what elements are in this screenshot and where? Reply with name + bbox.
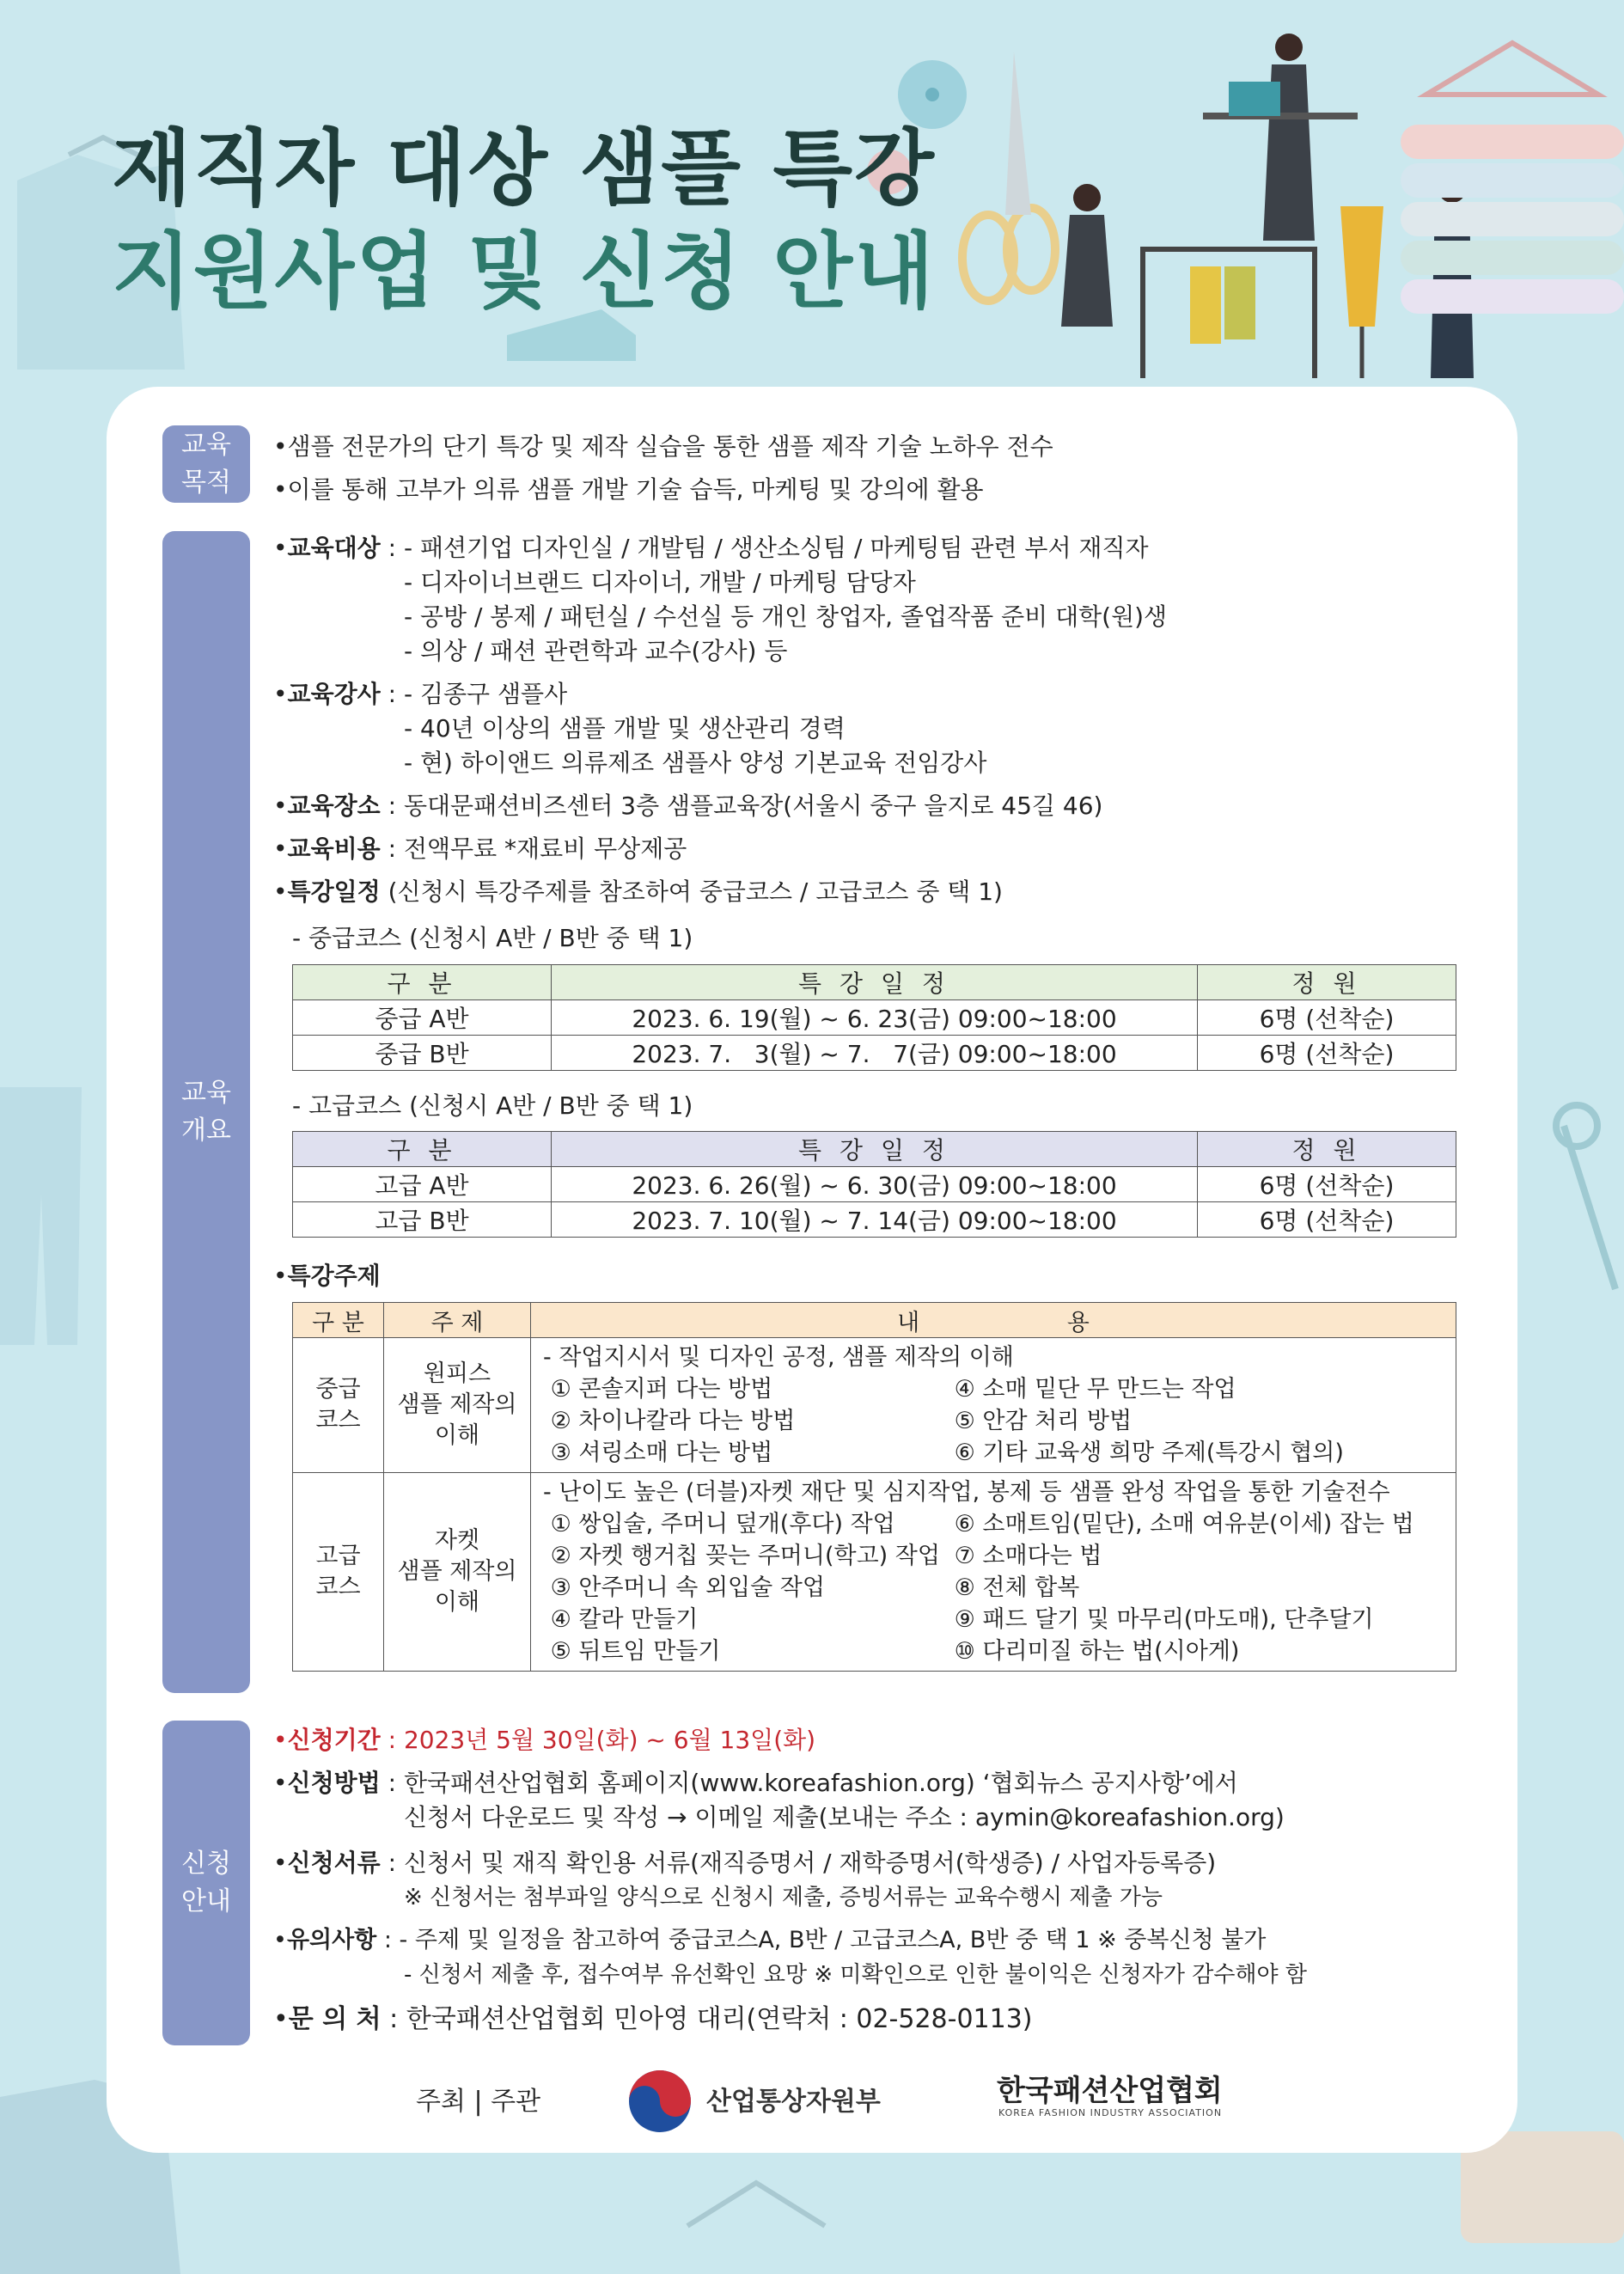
schedule-line: •특강일정 (신청시 특강주제를 참조하여 중급코스 / 고급코스 중 택 1) (273, 877, 1003, 906)
adv-course-title: - 고급코스 (신청시 A반 / B반 중 택 1) (292, 1091, 693, 1120)
table-row: 고급 코스 자켓 샘플 제작의 이해 - 난이도 높은 (더블)자켓 재단 및 심지작업, 봉제 등 샘플 완성 작업을 통한 기술전수 ① 쌍입술, 주머니 덮개(후다) 작업 ⑥ 소매트임(밑단), 소매 여유분(이세) 잡는 법 ② 자켓 행거칩 꽂는 주머니(학고) 작업 ⑦ 소매다는 법 ③ 안주머니 속 외입술 작업 ⑧ 전체 합복 ④ 칼라 만들기 ⑨ 패드 달기 및 마무리(마도매), 단추달기 ⑤ 뒤트임 만들기 ⑩ 다리미질 하는 법(시아게) (293, 1473, 1456, 1672)
table-header: 구 분 (293, 1303, 384, 1338)
topic-table (292, 1302, 1456, 1672)
host-label: 주최 | 주관 (416, 2087, 541, 2117)
table-row: 중급 B반 2023. 7. 3(월) ~ 7. 7(금) 09:00~18:00 6명 (선착순) (293, 1036, 1456, 1071)
contact-line: •문 의 처 : 한국패션산업협회 민아영 대리(연락처 : 02-528-0113) (273, 2004, 1033, 2034)
title-line-2: 지원사업 및 신청 안내 (112, 223, 936, 320)
target-line: - 공방 / 봉제 / 패턴실 / 수선실 등 개인 창업자, 졸업작품 준비 대학(원)생 (404, 602, 1168, 631)
method-line: 신청서 다운로드 및 작성 → 이메일 제출(보내는 주소 : aymin@koreafashion.org) (404, 1803, 1285, 1831)
table-header: 정 원 (1198, 1132, 1456, 1167)
target-line: - 디자이너브랜드 디자이너, 개발 / 마케팅 담당자 (404, 568, 916, 596)
docs-line: ※ 신청서는 첨부파일 양식으로 신청시 제출, 증빙서류는 교육수행시 제출 가능 (404, 1885, 1163, 1910)
overview-label: 교육 개요 (162, 531, 250, 1693)
ministry-name: 산업통상자원부 (706, 2087, 881, 2117)
table-header: 특 강 일 정 (552, 965, 1198, 1000)
docs-line: •신청서류 : 신청서 및 재직 확인용 서류(재직증명서 / 재학증명서(학생증) / 사업자등록증) (273, 1849, 1217, 1877)
venue-line: •교육장소 : 동대문패션비즈센터 3층 샘플교육장(서울시 중구 을지로 45길 46) (273, 792, 1103, 820)
table-header: 구 분 (293, 965, 552, 1000)
association-english-name: KOREA FASHION INDUSTRY ASSOCIATION (998, 2107, 1223, 2118)
table-row: 고급 A반 2023. 6. 26(월) ~ 6. 30(금) 09:00~18:00 6명 (선착순) (293, 1167, 1456, 1202)
instructor-line: - 40년 이상의 샘플 개발 및 생산관리 경력 (404, 714, 846, 743)
table-row: 중급 A반 2023. 6. 19(월) ~ 6. 23(금) 09:00~18:00 6명 (선착순) (293, 1000, 1456, 1036)
table-header: 정 원 (1198, 965, 1456, 1000)
adv-schedule-table (292, 1131, 1456, 1238)
mid-schedule-table (292, 964, 1456, 1071)
table-header: 구 분 (293, 1132, 552, 1167)
purpose-item: •샘플 전문가의 단기 특강 및 제작 실습을 통한 샘플 제작 기술 노하우 전수 (273, 432, 1053, 461)
application-label: 신청 안내 (162, 1721, 250, 2045)
ministry-logo-icon (626, 2067, 694, 2136)
method-line: •신청방법 : 한국패션산업협회 홈페이지(www.koreafashion.org) ‘협회뉴스 공지사항’에서 (273, 1769, 1238, 1797)
table-row: 고급 B반 2023. 7. 10(월) ~ 7. 14(금) 09:00~18:00 6명 (선착순) (293, 1202, 1456, 1238)
notes-line: •유의사항 : - 주제 및 일정을 참고하여 중급코스A, B반 / 고급코스A, B반 중 택 1 ※ 중복신청 불가 (273, 1927, 1267, 1953)
period-line: •신청기간 : 2023년 5월 30일(화) ~ 6월 13일(화) (273, 1726, 816, 1754)
topic-label: •특강주제 (273, 1262, 381, 1290)
association-name: 한국패션산업협회 (997, 2074, 1223, 2108)
table-header: 특 강 일 정 (552, 1132, 1198, 1167)
purpose-item: •이를 통해 고부가 의류 샘플 개발 기술 습득, 마케팅 및 강의에 활용 (273, 475, 984, 504)
target-line: •교육대상 : - 패션기업 디자인실 / 개발팀 / 생산소싱팀 / 마케팅팀 관련 부서 재직자 (273, 534, 1149, 562)
cost-line: •교육비용 : 전액무료 *재료비 무상제공 (273, 834, 687, 863)
mid-course-title: - 중급코스 (신청시 A반 / B반 중 택 1) (292, 924, 693, 952)
target-line: - 의상 / 패션 관련학과 교수(강사) 등 (404, 637, 788, 665)
notes-line: - 신청서 제출 후, 접수여부 유선확인 요망 ※ 미확인으로 인한 불이익은 신청자가 감수해야 함 (404, 1962, 1308, 1988)
table-header: 주 제 (384, 1303, 531, 1338)
instructor-line: - 현) 하이앤드 의류제조 샘플사 양성 기본교육 전임강사 (404, 749, 987, 777)
title-line-1: 재직자 대상 샘플 특강 (112, 120, 936, 217)
instructor-line: •교육강사 : - 김종구 샘플사 (273, 680, 568, 708)
table-row: 중급 코스 원피스 샘플 제작의 이해 - 작업지시서 및 디자인 공정, 샘플 제작의 이해 ① 콘솔지퍼 다는 방법 ④ 소매 밑단 무 만드는 작업 ② 차이나칼라 다는 방법 ⑤ 안감 처리 방법 ③ 셔링소매 다는 방법 ⑥ 기타 교육생 희망 주제(특강시 협의) (293, 1338, 1456, 1473)
table-header: 내 용 (531, 1303, 1456, 1338)
purpose-label: 교육 목적 (162, 425, 250, 503)
